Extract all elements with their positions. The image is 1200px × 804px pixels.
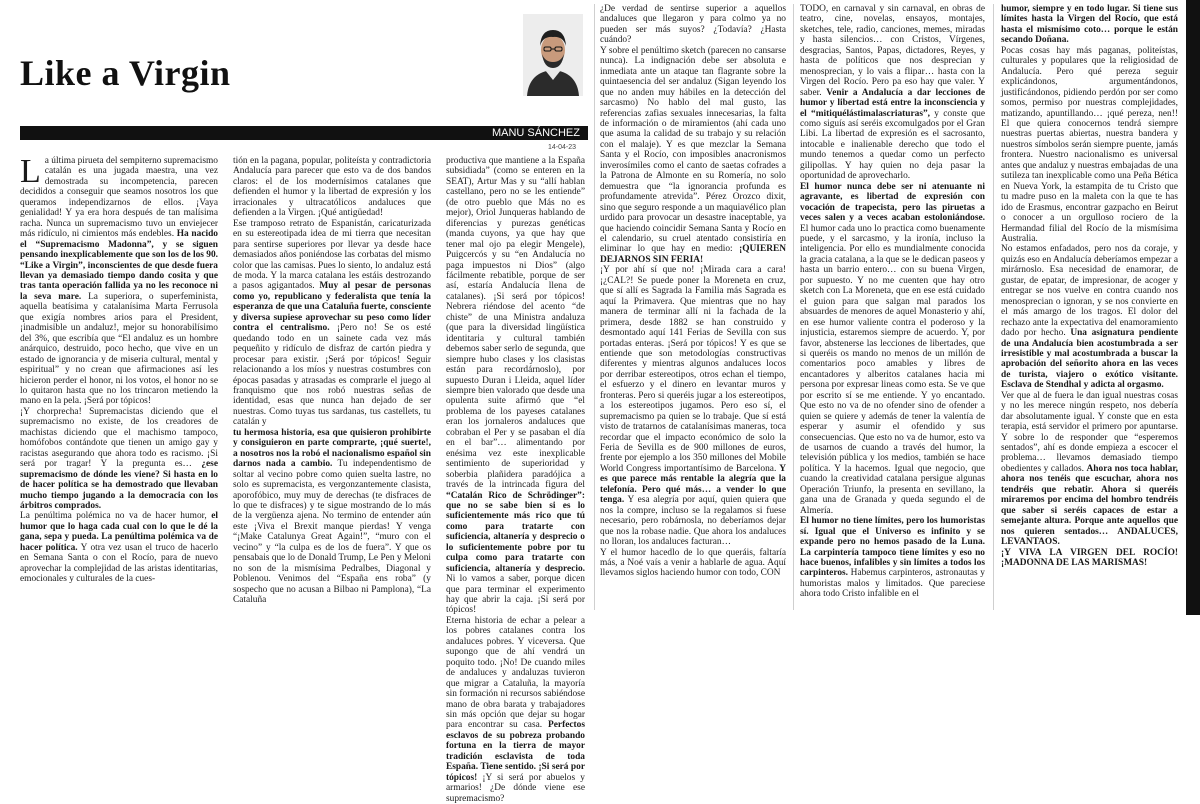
paragraph-text: Tu independentismo de soltar al vecino pobre como quien suelta lastre, no solo es supremacista, es vergonzantemente clasista, aporofóbico, muy muy de derechas (te disfraces de lo que te disfraces) y te sigue mostrando de lo más de la vergüenza ajena. No termino de entender aún este ¡Viva el Brexit manque pierdas! Y venga “¡Make Catalunya Great Again!”, “muro con el vecino” y “la culpa es de los de fuera”. Y que os pensabais que lo de Donald Trump, Le Pen y Meloni no son de la mismísima Pedralbes, Diagonal y Poblenou. Venimos del “España ens roba” (y sospecho que no acusan a Bilbao ni Pamplona), “La Cataluña xyxy=(233,459,431,606)
bold-text: ¡QUIEREN DEJARNOS SIN FERIA! xyxy=(600,244,786,265)
page-edge-bar xyxy=(1186,0,1200,615)
paragraph xyxy=(1001,244,1178,390)
column-divider xyxy=(594,4,595,610)
paragraph xyxy=(800,4,985,182)
paragraph-text: Ese tramposo retrato de Espanistán, caricaturizada en su estereotipada idea de mi tierra que necesitan para sentirse superiores por llevar ya desde hace demasiados años poniéndose las corbatas del mismo color que las camisas. Pues lo siento, lo andaluz está de moda. Y la marca catalana les estáis destrozando a pasos agigantados. xyxy=(233,218,431,292)
paragraph xyxy=(233,156,431,219)
paragraph-text: tión en la pagana, popular, politeísta y contradictoria Andalucía para parecer que esto va de dos bandos claros: el de los modernísimos catalanes que defienden el humor y la libertad de expresión y los irracionales y ultracatólicos andaluces que defienden a la Virgen. ¡Qué antigüedad! xyxy=(233,156,431,219)
paragraph-text: El humor cada uno lo practica como buenamente puede, y el sarcasmo, y la ironía, incluso la inteligencia. Por ello es mundialmente conocida la gracia catalana, a la que se le dedican paseos y hasta un barrio entero… con su buena Virgen, por supuesto. Y no me cuenten que hay otro sketch con La Moreneta, que en ese está cuidado el guion para que salgan mal parados los absuardes de menores de aquel Monasterio y ahí, en ese humor valiente contra el poderoso y la injusticia, estaremos siempre de acuerdo. Y, por favor, abstenerse las lecciones de libertades, que si queréis os mando no menos de un millón de comentarios poco amables y libres de encantadores y alberitos catalanes hacia mi persona por expresar lineas como esta. Se ve que por escrito sí se me entiende. Y yo encantado. Que esto no va de no ofender sino de ofender a quien se quiere y además de tener la valentía de esperar y asumir el ofendido y sus consecuencias. Que esto no va de humor, esto va de usarnos de cuando a través del humor, la televisión pública y los medios, también se hace política. Y la hacemos. Igual que negocio, que cuando la creatividad catalana persigue algunas Operación Triunfo, la presenta en sevillano, la gana una de Granada y queda segundo el de Almería. xyxy=(800,223,985,516)
text-column-1 xyxy=(20,153,219,604)
paragraph-text: Y sobre el penúltimo sketch (parecen no cansarse nunca). La indignación debe ser absoluta e inmediata ante un ataque tan flagrante sobre la quintaesencia del ser andaluz (Sigan leyendo los que no anden muy hábiles en la detección del sarcasmo) No hablo del mal gusto, las referencias zafias sexuales innecesarias, la falta de información o de miramientos (ahí cada uno que asuma la calidad de su trabajo y su relación con el malaje). Y es que mezclar la Semana Santa y el Rocío, con imposibles anacronismos inverosímiles como el canto de saetas cofrades a la Patrona de Almonte en su Romería, no solo demuestra que “la ignorancia profunda es profundamente atrevida”. Pérez Orozco dixit, sino que seguro responde a un maquiavélico plan urdido para provocar un desastre inaceptable, ya que haciendo coincidir Semana Santa y Rocío en el calendario, su cruel atentado consistiría en eliminar lo que hay en medio: xyxy=(600,45,786,255)
paragraph xyxy=(1001,4,1178,46)
bold-text: Venir a Andalucía a dar lecciones de humor y libertad está entre la inconsciencia y el “mitiquélástimalascriaturas”, xyxy=(800,87,985,119)
paragraph xyxy=(600,265,786,547)
paragraph xyxy=(233,428,431,606)
bold-text: ¡Y VIVA LA VIRGEN DEL ROCÍO! ¡MADONNA DE LAS MARISMAS! xyxy=(1001,547,1178,569)
bold-text: ¿ese supremacismo de dónde les viene? Si hasta en lo de hacer política se ha demostrado que llevaban mucho tiempo jugando a la democracia con los árbitros comprados. xyxy=(20,459,218,511)
author-bar xyxy=(20,126,588,140)
paragraph-text: Habemus carpinteros, astronautas y humoristas malos y limitados. Que pareciese ahora todo Cristo infalible en el xyxy=(800,568,985,600)
text-column-4 xyxy=(600,4,786,610)
paragraph-text: ¡Pero no! Se os esté quedando todo en un sainete cada vez más pequeñito y ridículo de disfraz de cartón piedra y procesar para existir. ¡Será por tópicos! Seguir relacionando a los míos y nuestras costumbres con épocas pasadas y atrasadas es comprarle el juego al franquismo que nos robó nuestras señas de identidad, esas que nunca han dejado de ser nuestras. Como tuyas tus sardanas, tus castellets, tu catalán y xyxy=(233,323,431,428)
paragraph xyxy=(446,156,585,616)
paragraph-text: ¡Y por ahí sí que no! ¡Mirada cara a cara! ¡¿CAL?! Se puede poner la Moreneta en cruz, que sí allí es Sagrada la Familia más Sagrada es aquí la Primavera. Que mientras que no hay manera de terminar allí ni la fachada de la primera, desde 1882 se han construido y desmontado aquí 141 Ferias de Sevilla con sus portadas enteras. ¡Será por tópicos! Y es que se entiende que son metodologías constructivas diferentes y mientras algunos andaluces locos por derribar estereotipos, otros echan el tiempo, el esfuerzo y el dinero en levantar muros y fronteras. Pero si queréis jugar a los estereotipos, a los estereotipos jugamos. Pero eso sí, el supremacismo pa quien se lo trabaje. Que sí está visto de tratarnos de catalanísimas maneras, toca recordar que el impacto económico de solo la Feria de Sevilla es de 900 millones de euros, frente por ejemplo a los 350 millones del Mobile World Congress importantísimo de Barcelona. xyxy=(600,265,786,474)
paragraph-text: Ni lo vamos a saber, porque dicen que para terminar el experimento hay que abrir la caja. ¡Si será por tópicos! xyxy=(446,574,585,616)
drop-cap: L xyxy=(20,153,41,190)
paragraph-text: a última pirueta del sempiterno supremacismo catalán es una jugada maestra, una vez demostrada su incompetencia, parecen decididos a conseguir que seamos nosotros los que queramos independizarnos de ellos. ¡Vaya genialidad! Y ya era hora después de tan malísima racha. Nunca un supremacismo tuvo un enviejecer más ridículo, ni cimientos más endebles. xyxy=(20,156,218,240)
paragraph xyxy=(600,46,786,266)
paragraph xyxy=(1001,548,1178,569)
author-portrait xyxy=(523,14,583,96)
paragraph xyxy=(1001,391,1178,548)
publication-date: 14-04-23 xyxy=(548,144,577,151)
bold-text: Ahora nos toca hablar, ahora nos tenéis que escuchar, ahora nos tendréis que rebatir. Ahora si queréis miraremos por encima del hombro tendréis que saber si seréis capaces de estar a semejante altura. Porque ante aquellos que nos quieren sentados… ANDALUCES, LEVANTAOS. xyxy=(1001,463,1178,548)
paragraph xyxy=(20,153,218,407)
paragraph xyxy=(446,616,585,804)
text-column-3 xyxy=(446,156,585,804)
bold-text: Una asignatura pendiente de una Andalucía bien acostumbrada a ser irresistible y mal acostumbrada a buscar la aprobación del señorito ahora en las veces de turista, viajero o exótico visitante. Esclava de Stendhal y adicta al orgasmo. xyxy=(1001,328,1179,391)
paragraph-text: ¡Y si será por abuelos y armarios! ¿De dónde viene ese supremacismo? xyxy=(446,772,585,804)
paragraph xyxy=(233,219,431,428)
paragraph xyxy=(1001,46,1178,245)
bold-text: el humor que lo haga cada cual con lo que le dé la gana, sepa y pueda. La penúltima polémica va de hacer política. xyxy=(20,511,218,553)
text-column-6 xyxy=(1001,4,1178,610)
paragraph xyxy=(800,516,985,600)
bold-text: Y es que parece más rentable la alegría que la telefonía. Pero qué más… a vender lo que tenga. xyxy=(600,463,786,506)
paragraph xyxy=(800,182,985,517)
paragraph-text: TODO, en carnaval y sin carnaval, en obras de teatro, cine, novelas, ensayos, montajes, sketches, tele, radio, canciones, memes, miradas y hasta silencios… con Cristos, Vírgenes, desgracias, Santos, Papas, dictadores, Reyes, y hasta de políticos que nos desprecian y menosprecian, y lo vais a flipar… hasta con la Virgen del Rocío. Pero pa eso hay que valer. Y saber. xyxy=(800,4,985,98)
paragraph-text: No estamos enfadados, pero nos da coraje, y quizás eso en Andalucía deberíamos empezar a mirárnoslo. Esa necesidad de enamorar, de gustar, de epatar, de impresionar, de acoger y entregar se nos vuelve en contra cuando nos menosprecian o ignoran, y se nos convierte en el más amargo de los tragos. El dolor del rechazo ante la expectativa del enamoramiento dado por hecho. xyxy=(1001,244,1178,339)
paragraph-text: Eterna historia de echar a pelear a los pobres catalanes contra los andaluces pobres. Y viceversa. Que supongo que de ahí vendrá un poquito todo. ¡No! De cuando miles de andaluces y andaluzas tuvieron que migrar a Cataluña, la mayoría sin formación ni recursos sabiéndose mano de obra barata y trabajadores sin más opción que dejar su hogar para encontrar su casa. xyxy=(446,615,585,731)
paragraph xyxy=(600,548,786,579)
paragraph-text: Y otra vez usan el truco de hacerlo en Semana Santa o con el Rocío, para de nuevo aprovechar la complejidad de las aristas identitarias, emocionales y culturales de la cues- xyxy=(20,542,219,585)
bold-text: Muy al pesar de personas como yo, republicano y federalista que tenía la esperanza de que una Cataluña fuerte, consciente y diversa supiese aprovechar su peso como líder contra el centralismo. xyxy=(233,281,431,334)
paragraph-text: Ver que al de fuera le dan igual nuestras cosas y no les merece ningún respeto, nos debería dar absolutamente igual. Y conste que en esta terapia, está servidor el primero por apuntarse. Y sobre lo de responder que “esperemos sentados”, ahí es donde empieza a escocer el problema… llevamos demasiado tiempo obedientes y callados. xyxy=(1001,390,1178,474)
paragraph xyxy=(600,4,786,46)
bold-text: El humor no tiene límites, pero los humoristas sí. Igual que el Universo es infinito y se expande pero no hemos pasado de la Luna. La carpintería tampoco tiene límites y eso no hace buenos, infalibles y sin límites a todos los carpinteros. xyxy=(800,516,985,579)
paragraph-text: Y esa alegría por aquí, quien quiera que nos la compre, incluso se la regalamos si fuese necesario, pero robárnosla, no deberíamos dejar que nos la robase nadie. Que ahora los andaluces no lloran, los andaluces facturan… xyxy=(600,495,786,548)
text-column-5 xyxy=(800,4,985,610)
article-title: Like a Virgin xyxy=(20,53,231,93)
bold-text: humor, siempre y en todo lugar. Si tiene sus límites hasta la Virgen del Rocío, que está hasta el mismísimo coto… porque le están secando Doñana. xyxy=(1001,4,1178,46)
paragraph xyxy=(20,511,218,584)
bold-text: Ha nacido el “Supremacismo Madonna”, y se siguen pensando inexplicablemente que son los de los 90. “Like a Virgin”, inconscientes de que desde fuera llevan ya demasiado tiempo dando cosita y que tras tanta operación fallida ya no les reconoce ni la seva mare. xyxy=(20,229,218,302)
column-divider xyxy=(793,4,794,610)
paragraph-text: La penúltima polémica no va de hacer humor, xyxy=(20,511,212,522)
author-name: MANU SÁNCHEZ xyxy=(491,127,580,139)
bold-text: El humor nunca debe ser ni atenuante ni agravante, es libertad de expresión con vocación de trapecista, pero las piruetas a veces salen y a veces acaban estoloniándose. xyxy=(800,181,985,224)
paragraph-text: y conste que como siguís así seréis excomulgados por el Gran Libi. La libertad de expresión es el sacrosanto, intocable e inalienable derecho que todo el mundo tenemos a quedar como un perfecto gilipollas. Y hay quien no deja pasar la oportunidad de aprovecharlo. xyxy=(800,108,985,182)
text-column-2 xyxy=(233,156,431,604)
author-photo-illustration xyxy=(523,14,583,96)
paragraph-text: La superiora, o superfeminista, aquella beatísima y catalanísima Marta Ferrusola que exigía nombres arios para el President, ¡inadmisible un andaluz!, mejor su honorabilísimo del 3%, que escribía que “El andaluz es un hombre anárquico, destruido, poco hecho, que vive en un estado de ignorancia y de miseria cultural, mental y espiritual” y no crean que afirmaciones así les hicieron perder el honor, ni los votos, el honor no se lo quitaron hasta que no los trincaron metiendo la mano en la pela. ¡Será por tópicos! xyxy=(20,291,218,407)
paragraph-text: productiva que mantiene a la España subsidiada” (como se enteren en la SEAT), Artur Mas y su “allí hablan castellano, pero no se les entiende” (de otro pueblo que Más no es mejor), Oriol Junqueras hablando de diferencias y purezas genéticas (manda cuyons, ya que hay que tener mal ojo pa elegir Mengele), Puigcercós y su “en Andalucía no paga impuestos ni Dios” (algo fácilmente rebatible, porque de ser así, estaría Andalucía llena de catalanes). ¡Si será por tópicos! Nebrera riéndose del acento “de chiste” de una Ministra andaluza (que para la diversidad lingüística identitaria y cultural también debemos saber serlo de segunda, que siempre hubo clases y los clasistas están para recordárnoslo), por supuesto Duran i Lleida, aquel líder siempre bien valorado que desde una opulenta suite afirmó que “el problema de los payeses catalanes eran los jornaleros andaluces que cobraban el Per y se pasaban el día en el bar”… alimentando por enésima vez este inexplicable sentimiento de superioridad y soberbia plañidera paradójica a través de la intrincada figura del xyxy=(446,156,585,491)
column-divider xyxy=(993,4,994,610)
paragraph-text: Y el humor hacedlo de lo que queráis, faltaría más, a Noé vaís a venir a hablarle de agua. Aquí llevamos siglos haciendo humor con todo, CON xyxy=(600,547,786,579)
bold-text: tu hermosa historia, esa que quisieron prohibirte y consiguieron en parte comprarte, ¡qué suerte!, a nosotros nos la robó el nacionalismo español sin darnos nada a cambio. xyxy=(233,427,431,470)
paragraph xyxy=(20,407,218,512)
bold-text: “Catalán Rico de Schrödinger”: que no se sabe bien si es lo suficientemente más rico que tú como para tratarte con suficiencia, altanería y desprecio o lo suficientemente pobre por tu culpa como para tratarte con suficiencia, altanería y desprecio. xyxy=(446,490,585,574)
paragraph-text: ¿De verdad de sentirse superior a aquellos andaluces que llegaron y para colmo ya no pueden ser más suyos? ¿Todavía? ¿Hasta cuándo? xyxy=(600,4,786,46)
paragraph-text: Pocas cosas hay más paganas, politeístas, culturales y populares que la religiosidad de Andalucía. Pero qué pereza seguir explicándonos, argumentándonos, justificándonos, pidiendo perdón por ser como somos, permiso por nuestras complejidades, matizando, apuntillando… ¡qué pereza, nen!! El que quiera conocernos tendrá siempre nuestras puertas abiertas, nuestra bandera y nuestros símbolos serán siempre puente, jamás frontera. Nuestro nacionalismo es universal antes que andaluz y nuestras embajadas de una sutileza tan inexplicable como una Peña Bética en Nueva York, la estampita de tu Cristo que tu madre puso en la maleta con la que te has ido de Erasmus, encontrar gazpacho en Beirut o conocer a un orgulloso rociero de la Hermandad filial del Rocío de la mismísima Australia. xyxy=(1001,45,1178,244)
bold-text: Perfectos esclavos de su pobreza probando fortuna en la tierra de mayor tradición esclavista de toda España. Tiene sentido. ¡Si será por tópicos! xyxy=(446,720,585,783)
paragraph-text: ¡Y chorprecha! Supremacistas diciendo que el supremacismo no existe, de los creadores de machistas diciendo que el machismo tampoco, homófobos contándote que tienen un amigo gay y racistas asegurando que ahora todo es racismo. ¡Si será por tragar! Y la pregunta es… xyxy=(20,406,218,470)
